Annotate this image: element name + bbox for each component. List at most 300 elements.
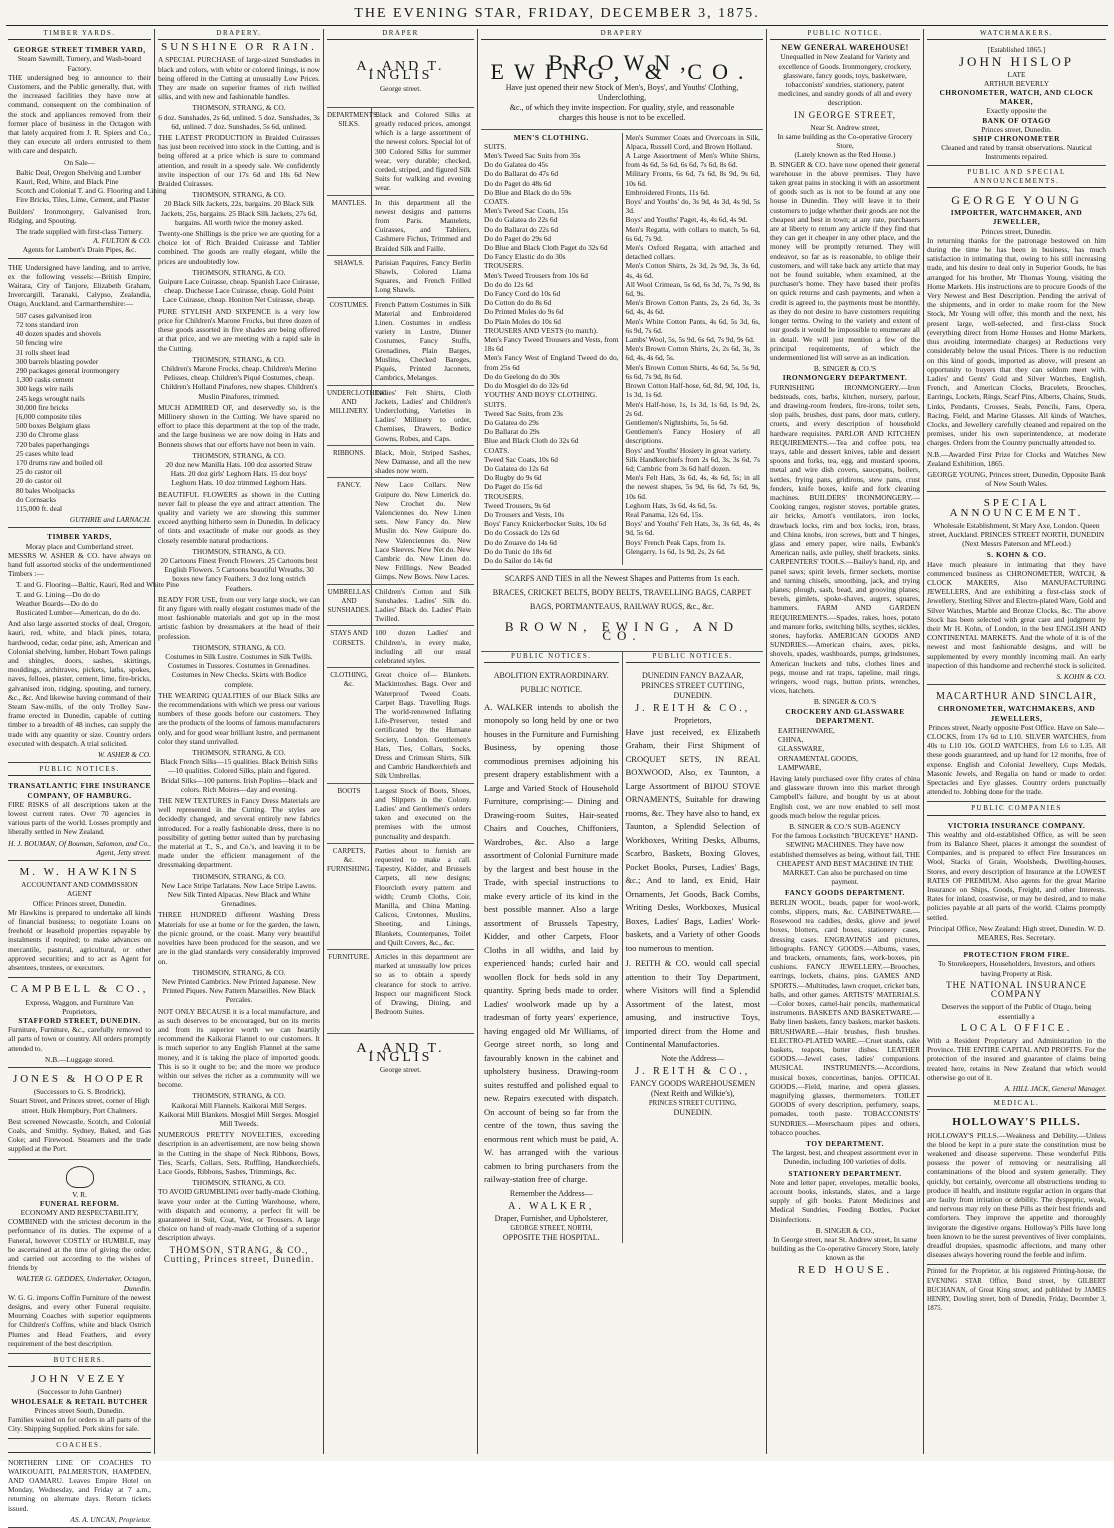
- list-item: Scotch and Colonial T. and G. Flooring and Lining: [16, 186, 167, 196]
- price-list-item: Tweed Trousers, 9s 6d: [484, 500, 551, 510]
- advert-vr: V. R.: [72, 1189, 87, 1199]
- walker-notice: [481, 652, 623, 1244]
- price-list-item: Silk Handkerchiefs from 2s 6d, 3s, 3s 6d, 7s 6d; Cambric from 3s 6d half dozen.: [625, 454, 760, 473]
- column-timber-yards: [8, 29, 180, 1524]
- price-list-item: Do Galatea do 29s: [484, 417, 539, 427]
- list-item: 245 kegs wrought nails: [16, 393, 85, 403]
- notice-title: DUNEDIN.: [673, 690, 712, 700]
- price-list-item: TROUSERS AND VESTS (to match).: [484, 325, 598, 335]
- advert-campbell: [8, 980, 151, 1068]
- advert-kohn: [927, 494, 1106, 685]
- advert-body: Mr Hawkins is prepared to undertake all kinds of financial business; to negotiate Loans on freehold or leasehold properties repayable by instalments if required; to make advances on mercantile, pastoral, agricultural, or other approved securities; and to act as Agent for absentees, trustees, or executors.: [8, 907, 151, 973]
- advert-body: B. SINGER & CO. have now opened their general warehouse in the above premises. They have taken great pains in stocking it with an assortment of goods such as is not to be found at any one house in Dunedin. They will leave it to their customers to judge whether their goods are not the cheapest and best in town; at any rate, purchasers are at liberty to return any article if they find that they can get it cheaper in any other place, and the money will be promptly returned. They will endeavor, so far as is reasonable, to oblige their customers, and will take back any article that may not be found suitable, when examined, at the purchaser's home. They have based their profits on quick returns and cash payments, and when a credit is agreed to, the payments must be monthly, as they do not desire to have customers requiring longer terms. Owing to the variety and extent of our goods it would be impossible to enumerate all in detail. We will just mention a few of the principal requirements, of which the undermentioned list will serve as an indication.: [770, 159, 920, 362]
- advert-signature: THOMSON, STRANG, & CO.: [192, 190, 286, 200]
- column-divider: [766, 29, 767, 1454]
- advert-list: 20 Black Silk Jackets, 22s, bargains. 20 Black Silk Jackets, 25s, bargains. 25 Black Silk Jackets, 27s 6d, bargains. All worth twice the money asked.: [160, 199, 318, 227]
- advert-address: Princes street South, Dunedin.: [34, 1405, 125, 1415]
- list-item: ORNAMENTAL GOODS,: [778, 753, 859, 763]
- notice-next: (Next Reith and Wilkie's),: [650, 1089, 735, 1099]
- advert-body: And also large assorted stocks of deal, Oregon, kauri, red, white, and black pines, totara, hardwood, cedar, cedar pine, ash, American and Colonial shelving, lumber, Hobart Town palings and shingles, doors, sashes, skirtings, mouldings, architraves, pickets, laths, spokes, naves, felloes, plaster, cement, lime, fire-bricks, galvanised iron, ridging, spouting, and turnery, &c., &c. And likewise having command of their Steam Saw-mills, of the only Trolley Saw-frame erected in Dunedin, capable of cutting timber to a breadth of 48 inches, can supply the trade with any quantity or size. Country orders executed with despatch. A trial solicited.: [8, 619, 151, 748]
- notice-firm: J. REITH & CO.,: [635, 1065, 751, 1077]
- advert-national-insurance: [927, 948, 1106, 1097]
- advert-title: CHRONOMETER, WATCHMAKERS, AND JEWELLERS,: [937, 704, 1096, 723]
- advert-list: Costumes in Silk Lustre. Costumes in Silk Twills. Costumes in Tussores. Costumes in Grenadines. Costumes in New Checks. Skirts with Bodice complete.: [165, 652, 313, 689]
- price-list-item: COATS.: [484, 197, 510, 207]
- price-list-item: COATS.: [484, 445, 510, 455]
- column-heading: WATCHMAKERS.: [927, 29, 1106, 40]
- section-heading: BUTCHERS.: [8, 1356, 151, 1367]
- advert-location: IN GEORGE STREET,: [793, 109, 897, 120]
- advert-list: Kaikorai Mill Flannels. Kaikorai Mill Serges. Kaikorai Mill Blankets. Mosgiel Mill Serges. Mosgiel Mill Tweeds.: [159, 1100, 319, 1128]
- price-list-item: Men's Tweed Trousers from 10s 6d: [484, 270, 588, 280]
- price-list-item: Men's Brown Cotton Shirts, 2s, 2s 6d, 3s, 3s 6d, 4s, 4s 6d, 5s.: [625, 344, 760, 363]
- advert-location: (Lately known as the Red House.): [794, 150, 896, 160]
- price-list-item: Do Rugby do 9s 6d: [484, 473, 542, 483]
- price-list-item: Do do Paget do 48s 6d: [484, 178, 552, 188]
- department-text: 100 dozen Ladies' and Children's, in every make, including all our usual celebrated styles.: [375, 628, 471, 665]
- advert-subtitle: Moray place and Cumberland street.: [25, 541, 134, 551]
- braces-line: BRACES, CRICKET BELTS, BODY BELTS, TRAVELLING BAGS, CARPET: [492, 588, 752, 598]
- department-section: [327, 445, 474, 478]
- advert-list: [16, 580, 180, 617]
- notice-body: J. REITH & CO. would call special attention to their Toy Department, where Visitors will find a Splendid Assortment of the latest, most amusing, and instructive Toys, imported direct from the Home and Continental Manufactories.: [625, 958, 760, 1050]
- advert-award: N.B.—Awarded First Prize for Clocks and Watches New Zealand Exhibition, 1865.: [927, 449, 1106, 468]
- price-list-item: Brown Cotton Half-hose, 6d, 8d, 9d, 10d, 1s, 1s 3d, 1s 6d.: [625, 381, 760, 400]
- advert-list: Black French Silks—15 qualities. Black British Silks—10 qualities. Colored Silks, plain and figured. Bridal Silks—100 patterns. Irish Poplins—black and colors. Rich Moires—day and evening.: [160, 757, 318, 794]
- advert-body: Having lately purchased over fifty crates of china and glassware thrown into this market through Campbell's failure, and bought by us at about English cost, we are now enabled to sell most goods much below the regular prices.: [770, 774, 920, 820]
- advert-body: NUMEROUS PRETTY NOVELTIES, exceeding description in an advertisement, are now being shown in the Cutting in the shape of Neck Ribbons, Bows, Ties, Scarfs, Collars, Sets, Ruffling, Handkerchiefs, Lace Goods, Ribbons, Sashes, Trimmings, &c.: [158, 1130, 320, 1176]
- list-item: 500 boxes Belgium glass: [16, 421, 91, 431]
- price-list-item: Do Plain Moles do 10s 6d: [484, 316, 561, 326]
- advert-list: Children's Marone Frocks, cheap. Children's Merino Pelisses, cheap. Children's Piqué Costumes, cheap. Children's Holland Pinafores, new shapes. Children's Muslin Pinafores, trimmed.: [160, 363, 318, 401]
- advert-signature: B. SINGER & CO.'S: [813, 697, 877, 707]
- advert-list: New Lace Stripe Tarlatans. New Lace Stripe Lawns. New Silk Tinted Alpacas. New Black and White Grenadines.: [161, 880, 317, 909]
- department-label: BOOTS: [327, 784, 372, 843]
- column-drapery: [158, 29, 320, 1454]
- advert-title: WHOLESALE & RETAIL BUTCHER: [11, 1396, 148, 1406]
- column-brown-ewing: [481, 29, 763, 1454]
- list-item: Rusticated Lumber—American, do do do.: [16, 607, 141, 617]
- department-label: FURNITURE.: [327, 950, 372, 1018]
- department-section: [327, 297, 474, 385]
- advert-body: HOLLOWAY'S PILLS.—Weakness and Debility.—Unless the blood be kept in a pure state the constitution must be weakened and disease supervene. These wonderful Pills possess the power of removing or neutralising all contaminations of the blood and system generally. They quickly, but certainly, overcome all obstructions tending to produce ill health, and institute regular action in organs that are faulty from irritation or debility. The dyspeptic, weak, and nervous may rely on these Pills as their best friends and comforters. They improve the appetite and thoroughly invigorate the digestive organs. Holloway's Pills have long been known to be the surest preventives of liver complaints, dreadful dropsies, spasmodic affections, and many other diseases always hovering round the feeble and infirm.: [927, 1130, 1106, 1260]
- price-list-item: Real Panama, 12s 6d, 15s.: [625, 509, 704, 519]
- advert-body: Have much pleasure in intimating that they have commenced business as CHRONOMETER, WATCH, & CLOCK MAKERS, Also MANUFACTURING JEWELLERS, And are exhibiting a first-class stock of Jewellery, Sterling Silver and Electro-plated Ware, Gold and Silver Watches, Marble and Bronze Clocks, &c. The above Stock has been selected with great care and judgment by their Mr H. Kohn, of London, in the best ENGLISH AND CONTINENTAL MARKETS. And the whole of it is of the newest and most fashionable designs, and will be supplemented by every monthly incoming mail. An early inspection of this handsome and recherché stock is solicited.: [927, 559, 1106, 670]
- list-item: Weather Boards—Do do do: [16, 598, 99, 608]
- advert-title: PROTECTION FROM FIRE.: [963, 950, 1070, 960]
- price-list-item: Men's Summer Coats and Overcoats in Silk, Alpaca, Russell Cord, and Brown Holland.: [625, 132, 760, 151]
- department-label: SHAWLS.: [327, 256, 372, 297]
- list-item: [6,000 composite tiles: [16, 411, 82, 421]
- department-text: Black, Moir, Striped Sashes, New Damasse, and all the new shades now worn.: [375, 447, 471, 476]
- advert-body: THE NEW TEXTURES in Fancy Dress Materials are well represented in the Cutting. The styles are decidedly changed, and several entirely new fabrics introduced. For a really fashionable dress, there is no possibility of getting better suited than by purchasing the material at T., S., and Co.'s, and leaving it to be made under the efficient management of the dressmaking department.: [158, 796, 320, 870]
- column-heading: DRAPER: [327, 29, 474, 40]
- brand-heading: A. AND T. INGLIS: [356, 59, 445, 84]
- column-divider: [154, 29, 155, 1454]
- advert-young: [927, 191, 1106, 492]
- advert-address: Princes street, Dunedin.: [981, 226, 1052, 236]
- list-item: 72 tons standard iron: [16, 319, 79, 329]
- department-section: [327, 783, 474, 843]
- list-item: Kauri, Red, White, and Black Pine: [16, 177, 119, 187]
- department-text: New Lace Collars. New Guipure do. New Limerick do. New Crochet do. New Valenciennes do. New Linen sets. New Fancy do. New Muslin do. New Guipure do. New Valenciennes do. New Lace Sleeves. New Net do. New Cambric do. New Linen do. New Frillings. New Beaded Gimps. New Bows. New Laces.: [375, 480, 471, 582]
- list-item: LAMPWARE,: [778, 762, 822, 772]
- list-item: T. and G. Flooring—Baltic, Kauri, Red and White Pine: [16, 580, 180, 590]
- department-text: Articles in this department are marked at unusually low prices so as to obtain a speedy clearance for stock to arrive. Inspect our magnificent Stock of Drawing, Dining, and Bedroom Suites.: [375, 952, 471, 1017]
- advert-signature: A. FULTON & CO.: [93, 236, 151, 246]
- advert-title: FANCY GOODS DEPARTMENT.: [785, 888, 905, 898]
- advert-heading: CAMPBELL & CO.,: [10, 983, 149, 996]
- advert-body: NOT ONLY BECAUSE it is a local manufacture, and as such deserves to be encouraged, but on its merits and from its superior worth we can heartily recommend the Kaikorai Flannel to our customers. It is much superior to any English Flannel at the same money, and it is taking the place of imported goods. This is so it ought to be; and the more we produce within our selves the richer as a community will we become.: [158, 1006, 320, 1090]
- price-list-item: All Wool Crimean, 5s 6d, 6s 3d, 7s, 7s 9d, 8s 6d, 9s.: [625, 279, 760, 299]
- column-heading: DRAPERY: [481, 29, 763, 40]
- advert-signature: Principal Office, New Zealand: High street, Dunedin. W. D. MEARES, Res. Secretary.: [928, 923, 1105, 943]
- department-label: FANCY.: [327, 478, 372, 583]
- department-label: STAYS AND CORSETS.: [327, 626, 372, 667]
- department-label: CLOTHING, &c.: [327, 668, 372, 782]
- price-list: [484, 142, 619, 565]
- department-label: UNDERCLOTHING AND MILLINERY.: [327, 386, 372, 445]
- advert-note: Agents for Lambert's Drain Pipes, &c.: [22, 245, 137, 255]
- advert-body: In George street, near St. Andrew street, In same building as the Co-operative Grocery Store, lately known as the: [771, 1235, 919, 1263]
- advert-body: THE undersigned beg to announce to their Customers, and the Public generally, that, with the increased facilities they have now at command, consequent on the combination of the stock and appliances removed from their former place of business in the Octagon with that lately acquired from J. R. Spiers and Co., they can execute all orders entrusted to them with care and despatch.: [8, 72, 151, 156]
- advert-title: CHRONOMETER, WATCH, AND CLOCK MAKER,: [939, 88, 1094, 107]
- advert-subtitle: Steam Sawmill, Turnery, and Wash-board Factory.: [17, 54, 142, 73]
- advert-heading: HOLLOWAY'S PILLS.: [952, 1116, 1081, 1129]
- list-item: GLASSWARE,: [778, 744, 825, 754]
- advert-note: N.B.—Luggage stored.: [45, 1054, 114, 1064]
- advert-body: BERLIN WOOL, beads, paper for wool-work, combs, slippers, mats, &c. CABINETWARE.—Rosewood tea caddies, desks, glove and jewel boxes, blotters, card boxes, stationery cases, dressing cases. ENGRAVINGS and pictures, lithographs. FANCY GOODS.—Albums, vases, and brackets, ornaments, fans, work-boxes, pin cushions. FANCY JEWELLERY.—Brooches, earrings, lockets, chains, pins. GAMES AND SPORTS.—Multitudes, lawn croquet, cricket bats, balls, and other games. ARTISTS' MATERIALS.—Color boxes, camel-hair pencils, mathematical instruments. BASKETS AND BASKETWARE.—Baby linen baskets, fancy baskets, market baskets. BRUSHWARE.—Hair brushes, flesh brushes. ELECTRO-PLATED WARE.—Cruet stands, cake baskets, teapots, butter dishes. LEATHER GOODS.—Jewel cases, ladies' companions. MUSICAL INSTRUMENTS.—Accordions, musical boxes, concertinas, banjos. OPTICAL GOODS.—Field, marine, and opera glasses, magnifying glasses, thermometers. TOILET GOODS of every description, perfumery, soaps, pomades, tooth paste. TOBACCONISTS' SUNDRIES.—Meerschaum pipes and others, tobacco pouches.: [770, 897, 920, 1137]
- department-text: Largest Stock of Boots, Shoes, and Slippers in the Colony. Ladies' and Gentlemen's orders taken and executed on the premises with the utmost punctuality and despatch.: [375, 785, 471, 841]
- price-list-item: Do Printed Moles do 9s 6d: [484, 307, 564, 317]
- brand-heading: A. AND T. INGLIS: [327, 1033, 474, 1062]
- list-item: 290 packages general ironmongery: [16, 365, 120, 375]
- advert-hawkins: [8, 863, 151, 978]
- advert-address: Exactly opposite the: [986, 106, 1047, 116]
- price-list-item: Do do Zouave do 14s 6d: [484, 537, 557, 547]
- department-section: [327, 584, 474, 626]
- department-label: DEPARTMENTS. SILKS.: [327, 108, 372, 195]
- advert-signature: THOMSON, STRANG, & CO.: [192, 354, 286, 364]
- advert-body: Cleaned and rated by transit observations. Nautical Instruments repaired.: [941, 143, 1092, 162]
- advert-body: FIRE RISKS of all descriptions taken at the lowest current rates. Over 70 agencies in various parts of the world. Losses promptly and liberally settled in New Zealand.: [8, 799, 151, 837]
- advert-address: Office: Princes street, Dunedin.: [32, 898, 127, 908]
- price-list-item: TROUSERS.: [484, 261, 524, 271]
- masthead: THE EVENING STAR, FRIDAY, DECEMBER 3, 1875.: [354, 6, 760, 21]
- advert-signature: S. KOHN & CO.: [1056, 672, 1106, 681]
- notice-firm: J. REITH & CO.,: [635, 702, 751, 714]
- advert-heading: M. W. HAWKINS: [19, 866, 140, 879]
- price-list-item: Do Blue and Black Cloth Paget do 32s 6d: [484, 243, 608, 253]
- advert-address: Princes street, Dunedin.: [981, 124, 1052, 134]
- advert-coaches: [8, 1456, 151, 1528]
- advert-title: TIMBER YARDS,: [47, 532, 112, 542]
- advert-signature: B. SINGER & CO.'S: [813, 364, 877, 374]
- advert-list: 20 Cartoons Finest French Flowers. 25 Cartoons best English Flowers. 5 Cartoons beautiful Wreaths. 30 boxes new fancy Feathers. 3 doz long ostrich Feathers.: [160, 555, 318, 593]
- list-item: 170 drums raw and boiled oil: [16, 457, 103, 467]
- notice-body: Have just received, ex Elizabeth Graham, their First Shipment of CROQUET SETS, IN REAL BOXWOOD, Also, ex Taunton, a Large Assortment of BIJOU STOVE ORNAMENTS, Suitable for drawing rooms, &c. They have also to hand, ex Taunton, a Splendid Selection of Workboxes, Writing Desks, Albums, Scarbro, Baskets, Boxing Gloves, Pocket Books, Purses, Ladies' Bags, &c.; And to land, ex Enid, Hair Ornaments, Jet Goods, Back Combs, Writing Desks, Workboxes, Musical Boxes, Ladies' Bags, Ladies' Work-baskets, and a Variety of other Goods too numerous to mention.: [625, 726, 760, 953]
- column-heading: PUBLIC NOTICE.: [770, 29, 920, 40]
- advert-signature: B. SINGER & CO.,: [815, 1225, 875, 1235]
- notice-address: PRINCES STREET CUTTING,: [648, 1100, 737, 1108]
- price-list-item: Do Paget do 15s 6d: [484, 482, 542, 492]
- advert-body: To Storekeepers, Householders, Investors, and others having Property at Risk.: [937, 959, 1096, 978]
- advert-vezey: [8, 1370, 151, 1439]
- department-label: CARPETS, &c. FURNISHING.: [327, 844, 372, 949]
- notice-address: OPPOSITE THE HOSPITAL.: [502, 1233, 600, 1243]
- advert-list: Guipure Lace Cuirasse, cheap. Spanish Lace Cuirasse, cheap. Duchesse Lace Cuirasse, cheap. Gold Point Lace Cuirasse, cheap. Honiton Net Cuirasse, cheap.: [158, 277, 320, 305]
- clothing-price-list: [481, 129, 763, 566]
- department-label: UMBRELLAS AND SUNSHADES.: [327, 585, 372, 626]
- column-heading: TIMBER YARDS.: [8, 29, 151, 40]
- advert-signature: WALTER G. GEDDES, Undertaker, Octagon, Dunedin.: [16, 1274, 151, 1293]
- price-list-item: Boys' and Youths' do, 3s 9d, 4s 3d, 4s 9d, 5s 3d.: [625, 197, 760, 216]
- advert-hislop: [927, 43, 1106, 165]
- advert-list: [16, 167, 167, 205]
- notice-title: PRINCES STREET CUTTING,: [641, 680, 745, 690]
- advert-signature: A. HILL JACK, General Manager.: [1004, 1083, 1106, 1093]
- advert-signature: THOMSON, STRANG, & CO.: [192, 871, 286, 881]
- advert-title: TOY DEPARTMENT.: [805, 1138, 884, 1148]
- price-list-item: Do Trousers and Vests, 10s: [484, 509, 565, 519]
- advert-heading: JOHN HISLOP: [959, 54, 1074, 70]
- price-list-item: Boys' French Peak Caps, from 1s.: [625, 537, 726, 547]
- advert-title: BANK OF OTAGO: [982, 115, 1051, 125]
- advert-funeral-reform: [8, 1162, 151, 1354]
- department-text: In this department all the newest designs and patterns from Paris. Mantelets, Cuirasses, and Tabliers, Cashmere Fichus, Trimmed and Braided Silk and Faille.: [375, 197, 471, 253]
- brand-subtitle: George street.: [379, 1064, 422, 1074]
- list-item: T. and G. Lining—Do do do: [16, 589, 100, 599]
- printer-imprint: Printed for the Proprietor, at his registered Printing-house, the EVENING STAR Office, Bond street, by GILBERT BUCHANAN, of Great King street, and published by JAMES HENRY, Dowling street, both of Dunedin, Friday, December 3, 1875.: [927, 1268, 1106, 1313]
- advert-signature: B. SINGER & CO.'S SUB-AGENCY: [789, 822, 901, 832]
- price-list-item: Men's Brown Cotton Shirts, 4s 6d, 5s, 5s 9d, 6s 6d, 7s 9d, 8s 6d.: [625, 362, 760, 381]
- advert-body: Families waited on for orders in all parts of the City. Shipping Supplied. Pork skins for sale.: [8, 1415, 151, 1434]
- advert-body: CLOCKS, from 17s 6d to L10. SILVER WATCHES, from 40s to L10 10s. GOLD WATCHES, from L6 to L35. All these goods guaranteed, and up hand for 12 months, free of expense. English and Colonial Jewellery, Cups Medals, Masonic Jewels, and Regalia on hand or made to order. Spectacles and Eye glasses. Country orders punctually attended to. Jobbing done for the trade.: [927, 732, 1106, 797]
- advert-body: For the famous Lockstitch "BUCKEYE" HAND-SEWING MACHINES. They have now established themselves as being, without fail, THE CHEAPEST AND BEST MACHINE IN THE MARKET. Can also be purchased on time payment.: [770, 831, 920, 887]
- advert-signature: GUTHRIE and LARNACH.: [69, 515, 151, 525]
- advert-body: This wealthy and old-established Office, as will be seen from its Balance Sheet, places it amongst the soundest of Companies, and is prepared to effect Fire Insurances on Wool, Stacks of Grain, Woolsheds, Dwelling-houses, Stores, and every description of Insurance at the LOWEST RATES OF PREMIUM. Also agents for the great Marine Insurance on Ships, Goods, Freight, and other Interests. Rates for inland, coastwise, or may be desired, and to make policies payable at all parts of the world. Claims promptly settled.: [927, 829, 1106, 922]
- department-text: French Pattern Costumes in Silk Material and Embroidered Linen. Costumes in endless variety in Lustre, Dinner Costumes, Fancy Stuffs, Grenadines, Plain Barges, Muslins, Checked Bareges, Piqués, Printed Jaconets, Cambrics, Melanges.: [375, 299, 471, 383]
- advert-transatlantic: [8, 779, 151, 861]
- brand-footer: BROWN, EWING, AND CO.: [504, 619, 740, 644]
- price-list-item: Men's Tweed Sac Coats, 15s: [484, 206, 569, 216]
- price-list-item: Men's Fancy West of England Tweed do do, from 25s 6d: [484, 353, 619, 372]
- price-list-item: Do do Cossack do 12s 6d: [484, 528, 560, 538]
- advert-body: THE LATEST PRODUCTION in Braided Cuirasses has just been received into stock in the Cutting, and is being offered at a price which is sure to command attention, and result in a speedy sale. We confidently invite inspection of our 17s 6d and 18s 6d New Braided Cuirasses.: [158, 133, 320, 189]
- price-list-item: Do do Mosgiel do do 32s 6d: [484, 381, 569, 391]
- list-item: 20 do castor oil: [16, 476, 62, 486]
- price-list-item: Do do Galatea do 22s 6d: [484, 215, 558, 225]
- list-item: 30,000 fire bricks: [16, 402, 69, 412]
- price-list-item: YOUTHS' AND BOYS' CLOTHING.: [484, 390, 598, 400]
- advert-body: PURE STYLISH AND SIXPENCE is a very low price for Children's Marone Frocks, but three dozen of these goods assorted in five shades are being offered at that price, and we are meeting with a rapid sale in the Cutting.: [158, 306, 320, 353]
- column-watchmakers: [927, 29, 1106, 1454]
- advert-signature: H. J. BOUMAN, Of Bouman, Salomon, and Co., Agent, Jetty street.: [8, 838, 151, 857]
- notice-note: Note the Address—: [661, 1053, 725, 1063]
- advert-body: NORTHERN LINE OF COACHES TO WAIKOUAITI, PALMERSTON, HAMPDEN, AND OAMARU. Leaves Empire Hotel on Monday, Wednesday, and Friday at 7 a.m., returning on alternate days. Return tickets issued.: [8, 1457, 151, 1513]
- list-item: 230 do Chrome glass: [16, 430, 79, 440]
- advert-jones-hooper: [8, 1070, 151, 1160]
- advert-title: IRONMONGERY DEPARTMENT.: [782, 373, 908, 383]
- advert-title: CROCKERY AND GLASSWARE DEPARTMENT.: [785, 706, 905, 725]
- price-list-item: Men's Fancy Tweed Trousers and Vests, from 18s 6d: [484, 335, 619, 354]
- list-item: 507 cases galvanised iron: [16, 310, 92, 320]
- advert-signature: GEORGE YOUNG, Princes street, Dunedin, Opposite Bank of New South Wales.: [927, 469, 1106, 489]
- notice-address: GEORGE STREET, NORTH,: [510, 1224, 593, 1232]
- list-item: EARTHENWARE,: [778, 726, 835, 736]
- intro-line: Have just opened their new Stock of Men's, Boys', and Youths' Clothing, Underclothing,: [505, 82, 739, 102]
- bags-line: BAGS, PORTMANTEAUS, RAILWAY RUGS, &c., &c.: [530, 602, 714, 612]
- advert-body: A SPECIAL PURCHASE of large-sized Sunshades in black and colors, with white or colored linings, is now being offered in the Cutting at unusually Low Prices. They are made on superior frames of rich twilled silks, and with new and fashionable handles.: [158, 55, 320, 102]
- advert-subtitle: ACCOUNTANT AND COMMISSION AGENT: [21, 880, 138, 899]
- advert-subtitle: ECONOMY AND RESPECTABILITY,: [20, 1207, 139, 1217]
- advert-list: New Printed Cambrics. New Printed Japanese. New Printed Piques. New Pattern Marseilles. New Black Percales.: [162, 976, 316, 1005]
- brand-subtitle: George street.: [379, 83, 422, 93]
- advert-body: TO AVOID GRUMBLING over badly-made Clothing, leave your order at the Cutting Warehouse, where, with dispatch and economy, a perfect fit will be guaranteed in Suit, Coat, Vest, or Trousers. A large choice on hand of ready-made Clothing of a superior description always.: [158, 1187, 320, 1243]
- price-list-item: Do do Sailor do 14s 6d: [484, 555, 553, 565]
- price-list-item: Gentlemen's Fancy Hosiery of all descriptions.: [625, 427, 760, 446]
- price-list-item: Do do Galatea do 45s: [484, 160, 549, 170]
- advert-note: The trade supplied with first-class Turnery.: [15, 227, 144, 237]
- advert-body: Deserves the support of the Public of Otago, being essentially a: [941, 1002, 1092, 1021]
- advert-signature: AS. A. UNCAN, Proprietor.: [70, 1514, 151, 1524]
- brand-heading: BROWN, EWING, & CO.: [490, 50, 754, 85]
- advert-title: S. KOHN & CO.: [986, 550, 1047, 560]
- list-item: 720 bales paperhangings: [16, 439, 90, 449]
- notice-title: PUBLIC NOTICE.: [520, 684, 583, 694]
- advert-signature: THOMSON, STRANG, & CO.: [192, 1091, 286, 1101]
- advert-asher-timber: [8, 530, 180, 763]
- price-list-item: Men's Regatta, with collars to match, 5s 6d, 6s 6d, 7s 9d.: [625, 224, 760, 243]
- department-label: MANTLES.: [327, 196, 372, 255]
- list-item: 300 kegs wire nails: [16, 384, 74, 394]
- price-list-item: Men's Tweed Sac Suits from 35s: [484, 151, 581, 161]
- advert-victoria-insurance: [927, 819, 1106, 947]
- price-list-item: Men's Half-hose, 1s, 1s 3d, 1s 6d, 1s 9d, 2s, 2s 6d.: [625, 399, 760, 418]
- advert-list: 6 doz. Sunshades, 2s 6d, unlined. 5 doz. Sunshades, 3s 6d, unlined. 7 doz. Sunshades, 5s 6d, unlined.: [158, 112, 320, 131]
- advert-signature: THOMSON, STRANG, & CO., Cutting, Princes street, Dunedin.: [163, 1244, 315, 1264]
- advert-signature: W. ASHER & CO.: [97, 750, 151, 760]
- advert-list: [16, 311, 151, 513]
- price-list-item: SUITS.: [484, 141, 507, 151]
- department-section: [327, 107, 474, 195]
- price-list-item: Boys' and Youths' Hosiery in great variety.: [625, 445, 752, 455]
- notice-body: A. WALKER intends to abolish the monopoly so long held by one or two houses in the Furniture and Furnishing Business, by opening those commodious premises adjoining his present drapery establishment with a Large and Varied Stock of Household Furniture, comprising:— Dining and Drawing-room Suites, Hair-seated Chairs and Couches, Chiffoniers, Wardrobes, &c. Also a large assortment of Colonial Furniture made by the largest and best house in the Trade, with special instructions to make every article of its kind in the best possible manner. Also a large assortment of Brussels Tapestry, Kidder, and other Carpets, Floor Cloths in all widths, and laid by experienced hands; curled hair and woollen flock for beds sold in any quantity. Spring beds made to order. Ladies' woolwork made up by a tradesman of forty years' experience, having engaged old Mr Williams, of George street north, so long and favourably known in the cabinet and upholstery business. Drawing-room suites restuffed and polished equal to new. Repairs executed with dispatch. On account of being so far from the centre of the town, thus saving the enormous rent which must be paid, A. W. has arranged with the various cabmen to bring purchasers from the railway-station free of charge.: [484, 701, 619, 1185]
- advert-address: STAFFORD STREET, DUNEDIN.: [18, 1015, 141, 1025]
- advert-body: READY FOR USE, from our very large stock, we can fit any figure with really elegant costumes made of the most fashionable materials and got up in the most artistic fashion by dressmakers at the head of their profession.: [158, 594, 320, 641]
- advert-title: SHIP CHRONOMETER: [972, 134, 1061, 144]
- advert-late-name: ARTHUR BEVERLY: [983, 78, 1050, 88]
- advert-heading: JONES & HOOPER: [12, 1072, 147, 1085]
- advert-body: FURNISHING IRONMONGERY.—Iron bedsteads, cots, barbs, kitchen, nursery, parlour, and drawing-room fenders, fire-irons, toilet sets, slop pails, brushes, dust pans, door mats, cutlery, cruets, and every description of household hardware requisites. PARLOR AND KITCHEN REQUIREMENTS.—Tea and coffee pots, tea trays, table and dessert knives, table and dessert spoons and forks, tea, egg, and mustard spoons, metal and wire dish covers, saucepans, boilers, kettles, frying pans, gridirons, stew pans, crust fenders, knife boxes, knife and fork cleaning machines. BUILDERS' IRONMONGERY.—Cooking ranges, register stoves, portable grates, air bricks, Arnott's ventilators, iron locks, drawback locks, rim and box locks, iron, brass, and China knobs, iron screws, butt and T hinges, glass and emery paper, wire nails, Ewbank's American nails, axle pulley, shelf brackets, sinks. CARPENTERS' TOOLS.—Bailey's hand, rip, and panel saws; spirit levels, firmer sockets, mortise and turning chisels, smoothing, jack, and trying planes; plough, sash, bead, and grooving planes; bevels, gimlets, spoke-shaves, augers, squares, hammers. FARM AND GARDEN REQUIREMENTS.—Spades, rakes, hoes, potato and manure forks, switching bills, scythes, sickles, stones, hayforks. AMERICAN GOODS AND SUNDRIES.—American chairs, axes, picks, shovels, spades, washboards, pumps, grindstones, American buckets and tubs, clothes lines and pegs, mouse and rat traps, tapeline, mail rings, wringers, wood rugs, button prints, wrenches, vices, hatchets.: [770, 382, 920, 696]
- advert-subtitle: Express, Waggon, and Furniture Van Proprietors,: [25, 997, 134, 1016]
- column-inglis: [327, 29, 474, 1454]
- price-list-item: Do do Geelong do do 30s: [484, 371, 560, 381]
- advert-title: STATIONERY DEPARTMENT.: [788, 1168, 902, 1178]
- advert-signature: THOMSON, STRANG, & CO.: [192, 642, 286, 652]
- price-list-item: Blue and Black Cloth do 32s 6d: [484, 436, 579, 446]
- advert-list: [778, 726, 920, 772]
- advert-signature: THOMSON, STRANG, & CO.: [192, 103, 286, 113]
- price-list-item: Men's Brown Cotton Pants, 2s, 2s 6d, 3s, 3s 6d, 4s, 4s 6d.: [625, 298, 760, 317]
- price-list-item: Do Fancy Cord do 10s 6d: [484, 289, 561, 299]
- price-list-item: Tweed Sac Coats, 10s 6d: [484, 454, 558, 464]
- price-list-item: Embroidered Fronts, 11s 6d.: [625, 187, 710, 197]
- department-label: RIBBONS.: [327, 446, 372, 478]
- advert-body: BEAUTIFUL FLOWERS as shown in the Cutting never fail to please the eye and attract attention. The quality and variety we are showing this summer exceed anything hitherto seen in Dunedin. In delicacy of tints and exactitude of make our goods as they closely resemble natural productions.: [158, 489, 320, 545]
- price-list-item: Do Fancy Elastic do do 30s: [484, 252, 566, 262]
- price-list-item: Military Fronts, 6s 6d, 7s 6d, 8s 9d, 9s 6d, 10s 6d.: [625, 169, 760, 188]
- department-section: [327, 667, 474, 782]
- price-list-item: Do do Tunic do 18s 6d: [484, 546, 552, 556]
- advert-signature: THOMSON, STRANG, & CO.: [192, 546, 286, 556]
- price-list: [626, 133, 761, 556]
- section-heading: COACHES.: [8, 1441, 151, 1452]
- price-list-item: Do Galatea do 12s 6d: [484, 463, 549, 473]
- list-item: Baltic Deal, Oregon Shelving and Lumber: [16, 167, 142, 177]
- advert-signature: THOMSON, STRANG, & CO.: [192, 267, 286, 277]
- advert-body: Builders' Ironmongery, Galvanised Iron, Ridging, and Spouting.: [8, 206, 151, 225]
- advert-title: FUNERAL REFORM.: [39, 1198, 120, 1208]
- department-section: [327, 625, 474, 667]
- column-singer: [770, 29, 920, 1454]
- advert-onsale: On Sale—: [64, 157, 95, 167]
- advert-body: THREE HUNDRED different Washing Dress Materials for use at home or for the garden, the lawn, the picnic ground, or the coast. Many very beautiful novelties have been produced for the season, and we are in the glad standards very considerably improved on.: [158, 910, 320, 966]
- department-section: [327, 949, 474, 1018]
- advert-heading: THE NATIONAL INSURANCE COMPANY: [946, 979, 1087, 1000]
- advert-title: IMPORTER, WATCHMAKER, AND JEWELLER,: [950, 208, 1083, 227]
- list-item: 1,300 casks cement: [16, 375, 74, 385]
- advert-body: Best screened Newcastle, Scotch, and Colonial Coals, and Smithy. Sydney, Baked, and Gas Coke; and Firewood. Steamers and the trade supplied at the Port.: [8, 1116, 151, 1154]
- advert-body: MESSRS W. ASHER & CO. have always on hand full assorted stocks of the undermentioned Timbers :—: [8, 550, 151, 579]
- list-item: CHINA,: [778, 735, 804, 745]
- advert-macarthur: [927, 687, 1106, 802]
- intro-line: charges this house is not to be excelled.: [558, 112, 686, 122]
- advert-body: MUCH ADMIRED OF, and deservedly so, is the Millinery shown in the Cutting. We have spared no effort to place this department at the top of the trade, and the large business we are now doing in Hats and Bonnets shows that our efforts have not been in vain.: [158, 402, 320, 449]
- advert-body: THE Undersigned have landing, and to arrive, ex the following vessels:—British Empire, Waitara, City of Tanjore, Elizabeth Graham, Invercargill, Taranaki, Calypso, Zealandia, Otago, Auckland, and Carmarthenshire:—: [8, 262, 151, 309]
- price-list-item: Do Blue and Black do do 59s: [484, 187, 572, 197]
- advert-guthrie-larnach: [8, 261, 151, 529]
- advert-body: Twenty-one Shillings is the price we are quoting for a choice lot of Rich Braided Cuirasse and Tablier combined. The goods are really elegant, while the prices are undoubtedly low.: [158, 229, 320, 266]
- advert-location: In same building as the Co-operative Grocery Store,: [777, 132, 913, 151]
- department-section: [327, 477, 474, 583]
- list-item: 40 dozen spades and shovels: [16, 329, 101, 339]
- advert-address: Princes street, Nearly opposite Post Office. Have on Sale—: [928, 722, 1105, 732]
- notice-remember: Remember the Address—: [509, 1188, 593, 1198]
- price-list-item: Do Ballarat do 29s: [484, 427, 540, 437]
- price-list-item: Men's Felt Hats, 3s 6d, 4s, 4s 6d, 5s; in all the newest shapes, 5s 9d, 6s 6d, 7s 6d, 9s, 10s 6d.: [625, 473, 760, 501]
- advert-late: LATE: [1007, 69, 1026, 79]
- notice-title: DUNEDIN FANCY BAZAAR,: [641, 670, 744, 680]
- price-list-item: Boys' and Youths' Felt Hats, 3s, 3s 6d, 4s, 4s 9d, 5s 6d.: [625, 519, 760, 538]
- clothing-right-column: [623, 133, 764, 566]
- price-list-item: Do do Paget do 29s 6d: [484, 233, 552, 243]
- price-list-item: Lambs' Wool, 5s, 5s 9d, 6s 6d, 7s 9d, 9s 6d.: [625, 335, 755, 345]
- advert-established: [Established 1865.]: [987, 45, 1046, 55]
- price-list-item: Do do do 12s 6d: [484, 279, 533, 289]
- advert-signature: THOMSON, STRANG, & CO.: [192, 1178, 286, 1188]
- scarfs-line: SCARFS AND TIES in all the Newest Shapes and Patterns from 1s each.: [481, 569, 763, 584]
- price-list-item: Men's White Cotton Pants, 4s 6d, 5s 3d, 6s, 6s 9d, 7s 6d.: [625, 316, 760, 335]
- department-section: [327, 255, 474, 297]
- advert-intro: Unequalled in New Zealand for Variety and excellence of Goods. Ironmongery, crockery, glassware, fancy goods, toys, basketware, tobacconists' sundries, stationery, patent medicines, and sundry goods of all and every description.: [778, 52, 912, 108]
- notice-proprietors: Proprietors,: [673, 715, 712, 725]
- advert-title: GEORGE STREET TIMBER YARD,: [13, 45, 146, 55]
- advert-address: Wholesale Establishment, St Mary Axe, London. Queen street, Auckland. PRINCES STREET NORTH, DUNEDIN (Next Messrs Paterson and M'Leod.): [928, 520, 1105, 549]
- column-heading: PUBLIC NOTICES.: [484, 652, 619, 663]
- advert-holloway: [927, 1113, 1106, 1265]
- advert-body: Note and letter paper, envelopes, metallic books, account books, inkstands, slates, and a large supply of gift books. Patent Medicines and Medical Sundries, Feeding Bottles, Pocket Disinfections.: [770, 1177, 920, 1224]
